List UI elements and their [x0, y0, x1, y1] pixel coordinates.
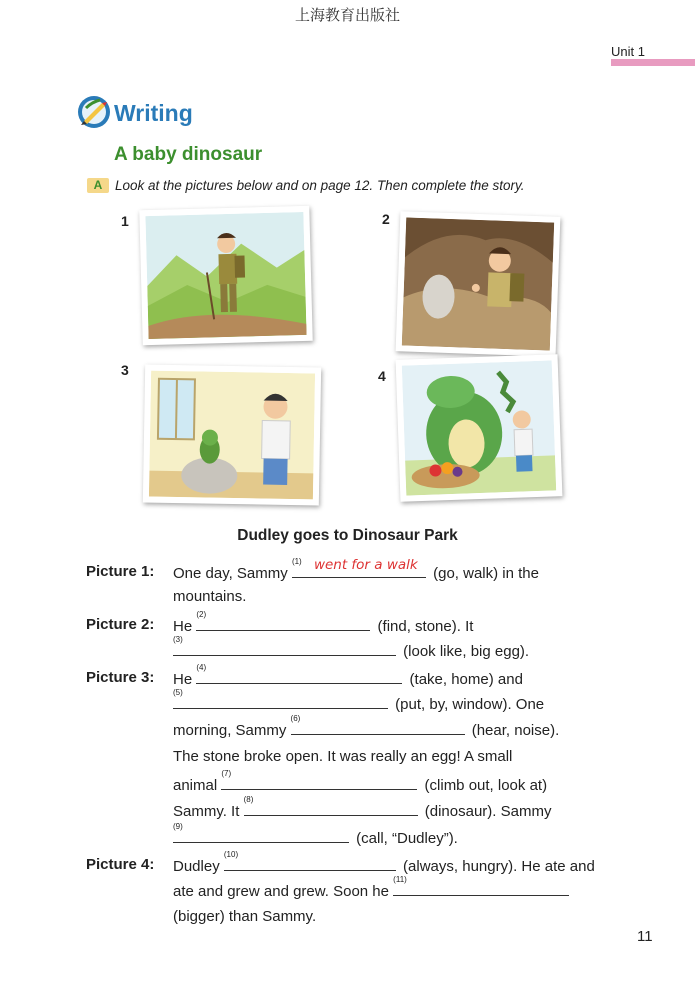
picture-number: 4 — [378, 368, 386, 384]
task-badge: A — [87, 178, 109, 193]
sample-answer: went for a walk — [313, 557, 418, 573]
blank-8[interactable] — [244, 797, 418, 816]
publisher-header: 上海教育出版社 — [294, 6, 400, 24]
blank-2[interactable] — [196, 612, 370, 631]
blank-9[interactable] — [173, 824, 349, 843]
blank-number: (5) — [173, 688, 183, 697]
picture-1-illustration — [139, 206, 312, 345]
picture-label: Picture 1: — [86, 563, 155, 580]
blank-number: (3) — [173, 635, 183, 644]
writing-pencil-icon — [76, 94, 112, 130]
hint-text: (put, by, window). One — [395, 696, 545, 713]
picture-label: Picture 3: — [86, 669, 155, 686]
hint-text: (always, hungry). He ate and — [403, 858, 595, 875]
hint-text: (take, home) and — [409, 671, 523, 688]
hint-text: (look like, big egg). — [403, 643, 530, 660]
blank-number: (9) — [173, 822, 183, 831]
task-instruction: Look at the pictures below and on page 12. Then complete the story. — [115, 178, 525, 193]
blank-number: (2) — [196, 610, 207, 619]
line-text: animal — [173, 777, 218, 794]
hint-text: (climb out, look at) — [424, 777, 548, 794]
hint-text: (find, stone). It — [377, 618, 474, 635]
hint-text: (hear, noise). — [471, 722, 560, 739]
blank-number: (6) — [290, 714, 301, 723]
blank-3[interactable] — [173, 637, 396, 656]
picture-label: Picture 2: — [86, 616, 155, 633]
line-text: Sammy. It — [173, 803, 240, 820]
blank-number: (4) — [196, 663, 207, 672]
picture-2-illustration — [396, 211, 561, 356]
picture-number: 1 — [121, 213, 129, 229]
blank-11[interactable] — [393, 877, 569, 896]
picture-3-illustration — [143, 364, 321, 505]
unit-bar — [611, 59, 695, 66]
page-number: 11 — [637, 928, 653, 945]
blank-number: (11) — [393, 875, 407, 884]
blank-number: (10) — [223, 850, 239, 859]
blank-1[interactable] — [292, 559, 426, 578]
line-text: The stone broke open. It was really an egg! A small — [173, 748, 513, 765]
line-text: mountains. — [173, 588, 247, 605]
picture-number: 3 — [121, 362, 129, 378]
blank-number: (7) — [221, 769, 232, 778]
section-title: Writing — [114, 100, 193, 126]
line-text: ate and grew and grew. Soon he — [173, 883, 389, 900]
unit-label: Unit 1 — [611, 44, 645, 59]
blank-number: (1) — [291, 557, 302, 566]
line-text: He — [173, 618, 193, 635]
blank-number: (8) — [243, 795, 254, 804]
blank-10[interactable] — [224, 852, 396, 871]
hint-text: (dinosaur). Sammy — [424, 803, 552, 820]
line-text: morning, Sammy — [173, 722, 287, 739]
blank-5[interactable] — [173, 690, 388, 709]
blank-6[interactable] — [291, 716, 465, 735]
picture-label: Picture 4: — [86, 856, 155, 873]
hint-text: (go, walk) in the — [433, 565, 539, 582]
line-text: He — [173, 671, 193, 688]
picture-number: 2 — [382, 211, 390, 227]
blank-4[interactable] — [196, 665, 402, 684]
picture-4-illustration — [396, 354, 563, 502]
line-text: (bigger) than Sammy. — [173, 908, 317, 925]
hint-text: (call, “Dudley”). — [356, 830, 458, 847]
line-text: One day, Sammy — [173, 565, 288, 582]
story-title: Dudley goes to Dinosaur Park — [237, 527, 458, 544]
section-subtitle: A baby dinosaur — [114, 144, 263, 165]
line-text: Dudley — [173, 858, 220, 875]
